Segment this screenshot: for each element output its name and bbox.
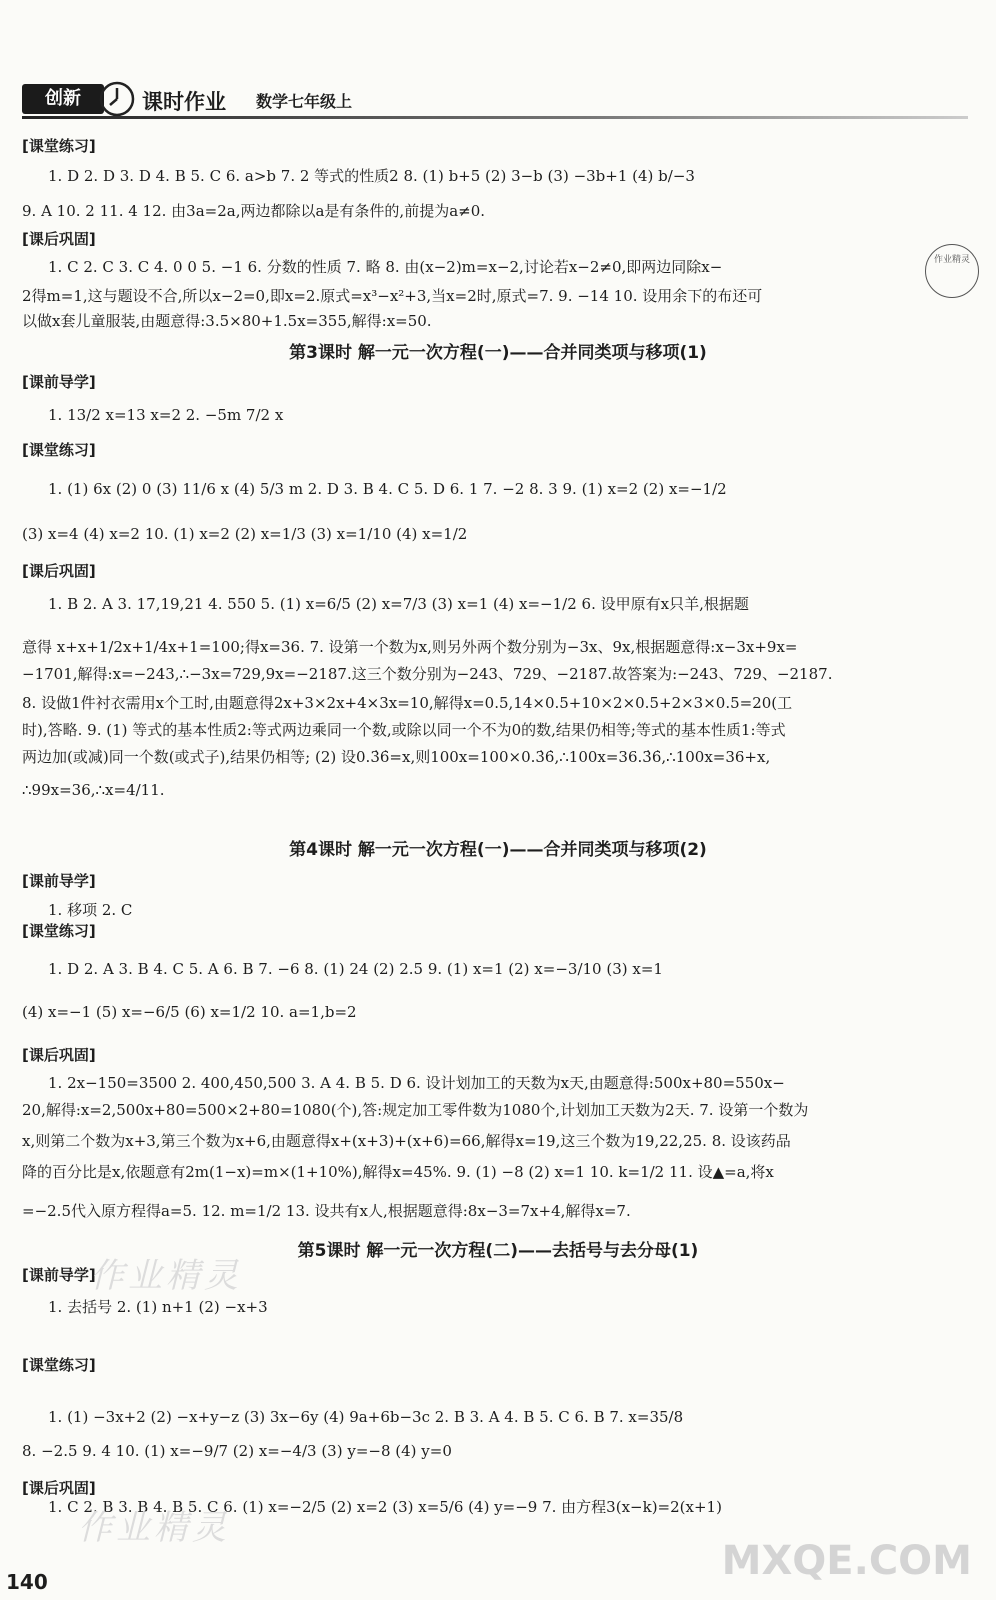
answer-line: 1. B 2. A 3. 17,19,21 4. 550 5. (1) x=6/5 (2) x=7/3 (3) x=1 (4) x=−1/2 6. 设甲原有x只羊,根据题 (48, 595, 749, 613)
answer-line: 1. C 2. C 3. C 4. 0 0 5. −1 6. 分数的性质 7. 略 8. 由(x−2)m=x−2,讨论若x−2≠0,即两边同除x− (48, 258, 723, 276)
answer-line: 8. −2.5 9. 4 10. (1) x=−9/7 (2) x=−4/3 (3) y=−8 (4) y=0 (22, 1442, 452, 1460)
header-rule (22, 116, 968, 119)
watermark-middle: 作业精灵 (90, 1256, 242, 1296)
answer-line: 9. A 10. 2 11. 4 12. 由3a=2a,两边都除以a是有条件的,前提为a≠0. (22, 202, 486, 220)
answer-line: 1. D 2. D 3. D 4. B 5. C 6. a>b 7. 2 等式的性质2 8. (1) b+5 (2) 3−b (3) −3b+1 (4) b/−3 (48, 167, 695, 185)
watermark-site: MXQE.COM (721, 1538, 972, 1584)
section-label: [课前导学] (22, 373, 96, 391)
section-label: [课后巩固] (22, 1046, 96, 1064)
answer-line: 8. 设做1件衬衣需用x个工时,由题意得2x+3×2x+4×3x=10,解得x=0.5,14×0.5+10×2×0.5+2×3×0.5=20(工 (22, 694, 793, 712)
page-number: 140 (6, 1570, 48, 1594)
stamp-seal: 作业精灵 (925, 244, 979, 298)
answer-line: 1. 移项 2. C (48, 901, 133, 919)
clock-icon (98, 80, 136, 118)
answer-line: (3) x=4 (4) x=2 10. (1) x=2 (2) x=1/3 (3) x=1/10 (4) x=1/2 (22, 525, 468, 543)
lesson-title: 第3课时 解一元一次方程(一)——合并同类项与移项(1) (289, 343, 707, 363)
section-label: [课堂练习] (22, 137, 96, 155)
header-subtitle: 数学七年级上 (256, 92, 353, 111)
answer-line: 降的百分比是x,依题意有2m(1−x)=m×(1+10%),解得x=45%. 9. (1) −8 (2) x=1 10. k=1/2 11. 设▲=a,将x (22, 1163, 774, 1181)
answer-line: x,则第二个数为x+3,第三个数为x+6,由题意得x+(x+3)+(x+6)=66,解得x=19,这三个数为19,22,25. 8. 设该药品 (22, 1132, 791, 1150)
section-label: [课堂练习] (22, 1356, 96, 1374)
brand-logo: 创新 (22, 84, 104, 114)
answer-line: ∴99x=36,∴x=4/11. (22, 781, 165, 799)
answer-line: 1. (1) 6x (2) 0 (3) 11/6 x (4) 5/3 m 2. D 3. B 4. C 5. D 6. 1 7. −2 8. 3 9. (1) x=2 (2) x=−1/2 (48, 480, 727, 498)
header-title: 课时作业 (142, 90, 226, 114)
answer-line: 1. D 2. A 3. B 4. C 5. A 6. B 7. −6 8. (1) 24 (2) 2.5 9. (1) x=1 (2) x=−3/10 (3) x=1 (48, 960, 663, 978)
answer-line: 20,解得:x=2,500x+80=500×2+80=1080(个),答:规定加工零件数为1080个,计划加工天数为2天. 7. 设第一个数为 (22, 1101, 809, 1119)
page-header (18, 78, 978, 118)
lesson-title: 第4课时 解一元一次方程(一)——合并同类项与移项(2) (289, 840, 707, 860)
answer-line: (4) x=−1 (5) x=−6/5 (6) x=1/2 10. a=1,b=2 (22, 1003, 357, 1021)
lesson-title: 第5课时 解一元一次方程(二)——去括号与去分母(1) (297, 1241, 699, 1261)
answer-line: 1. 去括号 2. (1) n+1 (2) −x+3 (48, 1298, 268, 1316)
answer-line: 2得m=1,这与题设不合,所以x−2=0,即x=2.原式=x³−x²+3,当x=2时,原式=7. 9. −14 10. 设用余下的布还可 (22, 287, 763, 305)
section-label: [课堂练习] (22, 441, 96, 459)
section-label: [课后巩固] (22, 230, 96, 248)
answer-line: 时),答略. 9. (1) 等式的基本性质2:等式两边乘同一个数,或除以同一个不为0的数,结果仍相等;等式的基本性质1:等式 (22, 721, 786, 739)
answer-line: 1. C 2. B 3. B 4. B 5. C 6. (1) x=−2/5 (2) x=2 (3) x=5/6 (4) y=−9 7. 由方程3(x−k)=2(x+1) (48, 1498, 722, 1516)
watermark-bottom: 作业精灵 (78, 1508, 230, 1548)
answer-line: 两边加(或减)同一个数(或式子),结果仍相等; (2) 设0.3̇6̇=x,则100x=100×0.3̇6̇,∴100x=36.3̇6̇,∴100x=36+x, (22, 748, 771, 766)
answer-line: 意得 x+x+1/2x+1/4x+1=100;得x=36. 7. 设第一个数为x,则另外两个数分别为−3x、9x,根据题意得:x−3x+9x= (22, 638, 798, 656)
section-label: [课堂练习] (22, 922, 96, 940)
section-label: [课后巩固] (22, 562, 96, 580)
section-label: [课后巩固] (22, 1479, 96, 1497)
answer-line: =−2.5代入原方程得a=5. 12. m=1/2 13. 设共有x人,根据题意得:8x−3=7x+4,解得x=7. (22, 1202, 631, 1220)
answer-line: 1. 2x−150=3500 2. 400,450,500 3. A 4. B 5. D 6. 设计划加工的天数为x天,由题意得:500x+80=550x− (48, 1074, 785, 1092)
answer-line: 1. 13/2 x=13 x=2 2. −5m 7/2 x (48, 406, 284, 424)
answer-line: −1701,解得:x=−243,∴−3x=729,9x=−2187.这三个数分别为−243、729、−2187.故答案为:−243、729、−2187. (22, 665, 833, 683)
section-label: [课前导学] (22, 1266, 96, 1284)
answer-line: 1. (1) −3x+2 (2) −x+y−z (3) 3x−6y (4) 9a+6b−3c 2. B 3. A 4. B 5. C 6. B 7. x=35/8 (48, 1408, 684, 1426)
answer-line: 以做x套儿童服装,由题意得:3.5×80+1.5x=355,解得:x=50. (22, 312, 432, 330)
section-label: [课前导学] (22, 872, 96, 890)
